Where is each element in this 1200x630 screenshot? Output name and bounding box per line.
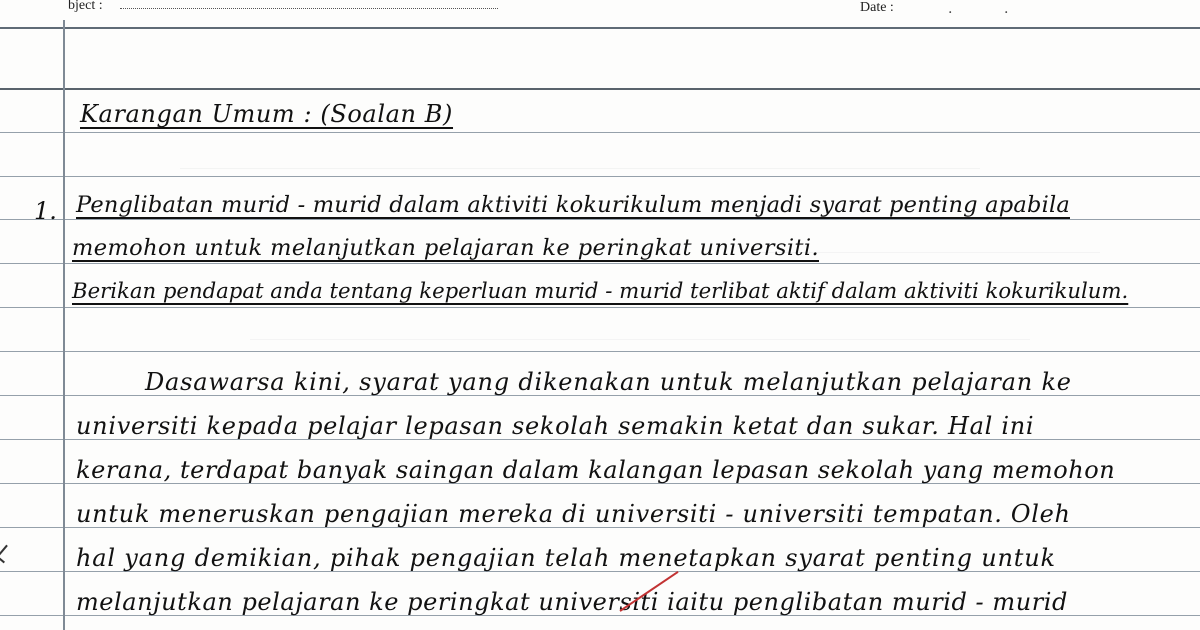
ruled-line (0, 132, 1200, 133)
question-number: 1. (34, 197, 57, 225)
date-dot: . (1004, 1, 1009, 17)
question-line: memohon untuk melanjutkan pelajaran ke peringkat universiti. (72, 235, 819, 261)
margin-line (63, 20, 65, 630)
date-label: Date : (860, 0, 894, 15)
date-dot: . (948, 1, 953, 17)
subject-label: bject : (68, 0, 103, 13)
answer-line: kerana, terdapat banyak saingan dalam kalangan lepasan sekolah yang memohon (76, 456, 1116, 484)
essay-title: Karangan Umum : (Soalan B) (80, 100, 454, 128)
question-line: Penglibatan murid - murid dalam aktiviti kokurikulum menjadi syarat penting apabila (76, 192, 1070, 218)
ruled-line (0, 176, 1200, 177)
subject-dotted-line (120, 8, 498, 9)
ruled-line (0, 307, 1200, 308)
ruled-line (0, 88, 1200, 90)
bleed-through-shadow (690, 115, 990, 132)
ruled-line (0, 351, 1200, 352)
question-line: Berikan pendapat anda tentang keperluan murid - murid terlibat aktif dalam aktiviti kokurikulum. (72, 278, 1129, 303)
bleed-through-shadow (250, 323, 1030, 340)
answer-line: universiti kepada pelajar lepasan sekolah semakin ketat dan sukar. Hal ini (76, 412, 1035, 440)
answer-line: untuk meneruskan pengajian mereka di universiti - universiti tempatan. Oleh (76, 500, 1071, 528)
margin-tick-mark (0, 545, 14, 564)
ruled-line (0, 219, 1200, 220)
bleed-through-shadow (180, 152, 980, 169)
answer-line: Dasawarsa kini, syarat yang dikenakan untuk melanjutkan pelajaran ke (145, 368, 1072, 396)
answer-line: melanjutkan pelajaran ke peringkat universiti iaitu penglibatan murid - murid (76, 588, 1068, 616)
ruled-line (0, 263, 1200, 264)
header-line (0, 27, 1200, 29)
answer-line: hal yang demikian, pihak pengajian telah menetapkan syarat penting untuk (76, 544, 1056, 572)
